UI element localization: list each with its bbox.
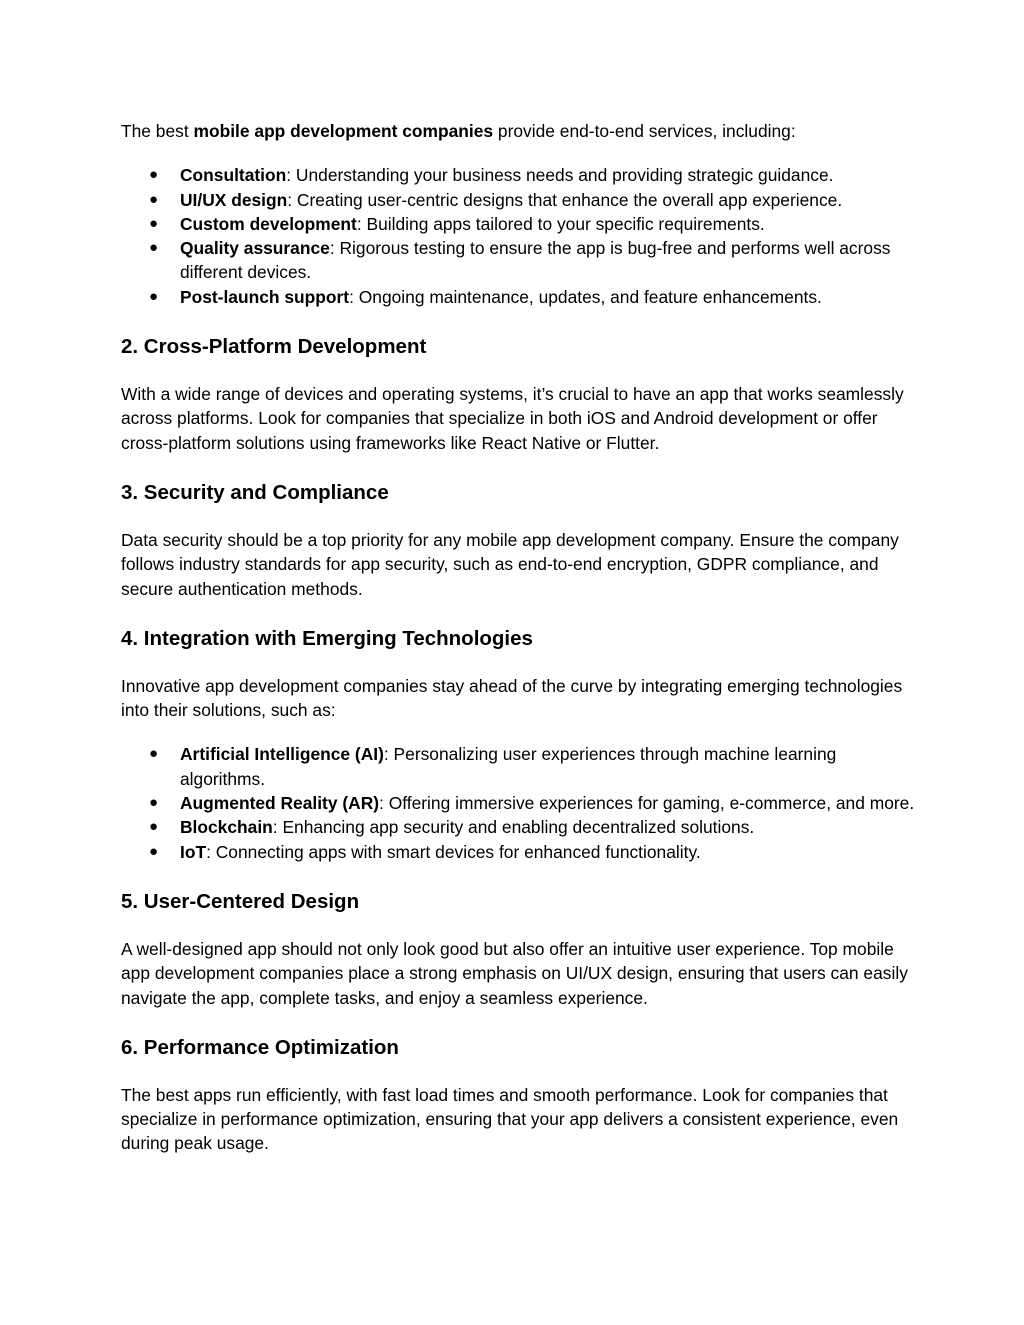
section-body-emerging-tech: Innovative app development companies stay ahead of the curve by integrating emerging technologies into their solutions, such as:	[121, 675, 903, 721]
bullet-icon: ●	[149, 190, 159, 208]
intro-bold-phrase: mobile app development companies	[193, 121, 494, 141]
bullet-icon: ●	[149, 239, 159, 257]
list-item: ● Augmented Reality (AR): Offering immersive experiences for gaming, e-commerce, and more.	[121, 791, 924, 815]
section-body-performance: The best apps run efficiently, with fast load times and smooth performance. Look for companies that specialize in performance optimization, ensuring that your app delivers a consistent experience, even during peak usage.	[121, 1084, 899, 1154]
list-item: ● Quality assurance: Rigorous testing to ensure the app is bug-free and performs well across different devices.	[149, 238, 891, 283]
services-list	[121, 163, 924, 309]
list-item: ● UI/UX design: Creating user-centric designs that enhance the overall app experience.	[121, 188, 924, 212]
section-heading-user-centered: 5. User-Centered Design	[121, 889, 360, 913]
list-item: ● Custom development: Building apps tailored to your specific requirements.	[121, 212, 924, 236]
bullet-icon: ●	[149, 214, 159, 232]
bullet-icon: ●	[149, 794, 159, 812]
section-body-cross-platform: With a wide range of devices and operating systems, it’s crucial to have an app that works seamlessly across platforms. Look for companies that specialize in both iOS and Android development or offer cross-platform solutions using frameworks like React Native or Flutter.	[121, 384, 904, 453]
section-body-user-centered: A well-designed app should not only look good but also offer an intuitive user experience. Top mobile app development companies place a strong emphasis on UI/UX design, ensuring that users can easily navigate the app, complete tasks, and enjoy a seamless experience.	[121, 938, 908, 1008]
bullet-icon: ●	[149, 287, 159, 305]
section-body-security: Data security should be a top priority for any mobile app development company. Ensure the company follows industry standards for app security, such as end-to-end encryption, GDPR compliance, and secure authentication methods.	[121, 529, 899, 599]
section-heading-security: 3. Security and Compliance	[121, 480, 389, 504]
bullet-icon: ●	[149, 166, 159, 184]
bullet-icon: ●	[149, 745, 159, 763]
section-heading-cross-platform: 2. Cross-Platform Development	[121, 335, 427, 359]
list-item: ● IoT: Connecting apps with smart devices for enhanced functionality.	[121, 840, 924, 864]
intro-paragraph: The best mobile app development companies provide end-to-end services, including:	[121, 121, 796, 141]
bullet-icon: ●	[149, 842, 159, 860]
section-heading-performance: 6. Performance Optimization	[121, 1035, 399, 1059]
list-item: ● Consultation: Understanding your business needs and providing strategic guidance.	[121, 163, 924, 187]
list-item: ● Artificial Intelligence (AI): Personalizing user experiences through machine learning algorithms.	[149, 744, 837, 789]
list-item: ● Post-launch support: Ongoing maintenance, updates, and feature enhancements.	[121, 285, 924, 309]
emerging-tech-list	[121, 742, 924, 863]
bullet-icon: ●	[149, 818, 159, 836]
list-item: ● Blockchain: Enhancing app security and enabling decentralized solutions.	[121, 815, 924, 839]
section-heading-emerging-tech: 4. Integration with Emerging Technologies	[121, 626, 533, 650]
